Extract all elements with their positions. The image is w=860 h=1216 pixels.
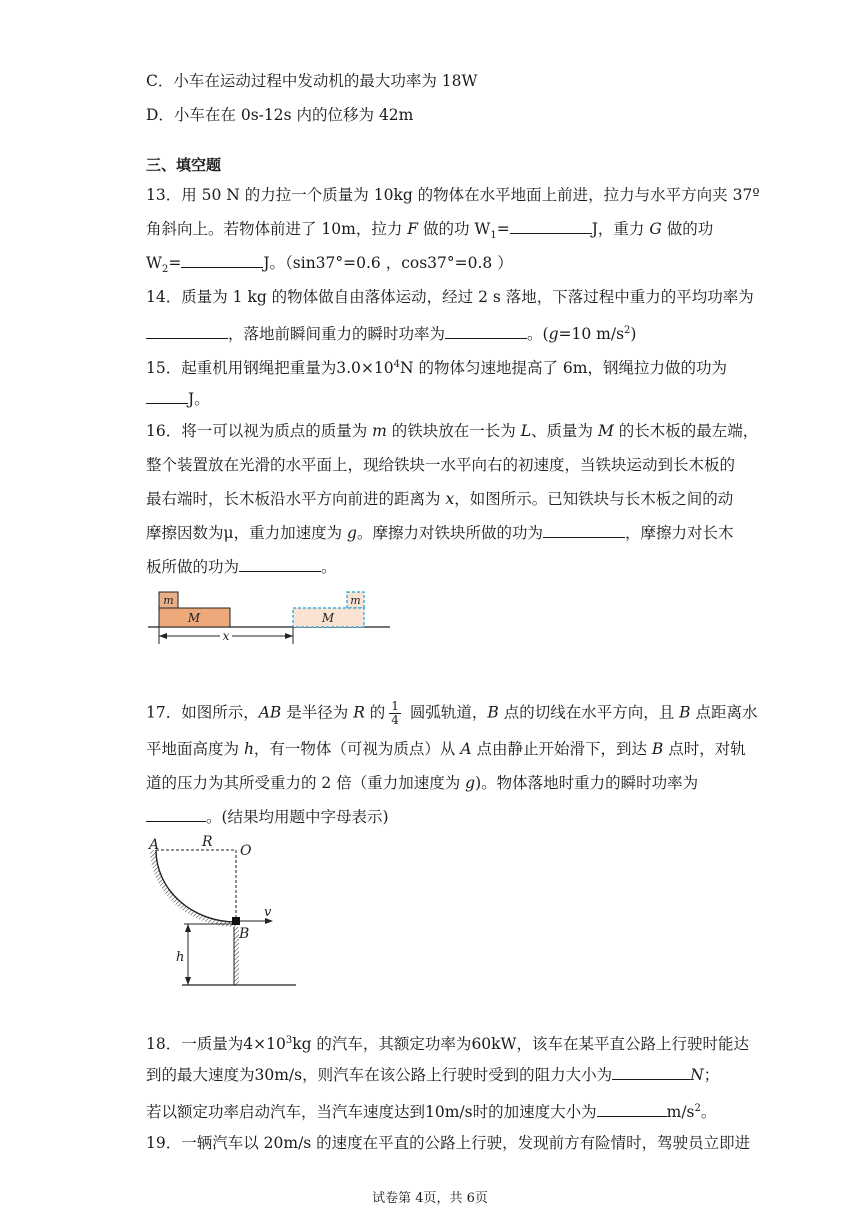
q13-text: = — [496, 220, 510, 238]
q15-text: 15．起重机用钢绳把重量为 — [146, 359, 337, 378]
q15-text: J。 — [188, 390, 210, 408]
q17-text: 圆弧轨道， — [404, 703, 488, 722]
q13-text: = — [168, 254, 182, 272]
q17-text: 点距离水 — [690, 703, 758, 722]
q13-text: J。（sin37°=0.6 ，cos37°=0.8 ） — [263, 254, 513, 272]
q17-text: 。(结果均用题中字母表示) — [206, 808, 389, 826]
q17-line4 — [146, 806, 726, 828]
q19-line1: 19．一辆汽车以 20m/s 的速度在平直的公路上行驶，发现前方有险情时，驾驶员立即进 — [146, 1134, 751, 1152]
q16-var: M — [597, 422, 614, 440]
q14-line2 — [146, 320, 726, 345]
q15-text: 3.0×10 — [336, 359, 394, 378]
q18-unit-n: N — [690, 1066, 704, 1084]
q16-var: L — [520, 422, 532, 440]
quarter-fraction — [389, 700, 401, 727]
q17-text: 平地面高度为 — [146, 740, 244, 758]
q17-blank[interactable] — [146, 806, 206, 822]
q18-text: 18．一质量为 — [146, 1035, 244, 1054]
q13-sub: 1 — [490, 230, 497, 242]
q18-text: 60kW — [471, 1035, 517, 1054]
fraction-numerator: 1 — [391, 699, 399, 713]
label-r: R — [202, 834, 213, 850]
q16-text: 、质量为 — [531, 422, 598, 440]
q13-var-f: F — [407, 220, 419, 238]
arc-track — [156, 850, 236, 922]
q16-text: ，如图所示。已知铁块与长木板之间的动 — [454, 490, 734, 508]
arc-track-figure — [146, 832, 306, 990]
q18-text: 时的加速度大小为 — [472, 1103, 597, 1122]
q16-text: ，摩擦力对长木 — [624, 524, 734, 542]
q16-text: 的铁块放在一长为 — [386, 422, 521, 440]
q18-line2 — [146, 1064, 726, 1086]
q18-line1 — [146, 1030, 749, 1055]
q17-text: )。物体落地时重力的瞬时功率为 — [475, 774, 699, 792]
object-at-b — [232, 917, 240, 925]
q17-var: B — [487, 703, 499, 722]
q16-line5 — [146, 556, 726, 578]
page-footer: 试卷第 4页，共 6页 — [372, 1191, 488, 1206]
q13-text: 做的功 W — [418, 220, 491, 238]
q16-text: 。 — [321, 558, 337, 576]
q18-sup: 2 — [694, 1103, 701, 1114]
q18-text: 10m/s — [425, 1103, 473, 1122]
q13-text: J，重力 — [591, 220, 650, 238]
label-x: x — [222, 629, 230, 643]
q18-text: 30m/s — [254, 1066, 303, 1084]
q17-text: 点的切线在水平方向，且 — [498, 703, 680, 722]
option-d: D．小车在在 0s-12s 内的位移为 42m — [146, 106, 414, 124]
label-m-final: m — [350, 594, 361, 607]
q16-text: 。摩擦力对铁块所做的功为 — [356, 524, 543, 542]
q18-text: 4×10 — [243, 1035, 286, 1054]
label-M-final: M — [321, 611, 335, 625]
height-arrow-bottom — [185, 977, 191, 985]
q18-sup: 3 — [285, 1035, 293, 1046]
q16-text: 板所做的功为 — [146, 558, 240, 576]
q17-text: ，有一物体（可视为质点）从 — [253, 740, 461, 758]
q16-var: m — [372, 422, 387, 440]
q16-text: 16．将一可以视为质点的质量为 — [146, 422, 373, 440]
q17-var: R — [353, 703, 365, 722]
section-title: 三、填空题 — [146, 156, 222, 174]
q17-var: h — [243, 740, 254, 758]
label-o: O — [240, 843, 252, 859]
q18-text: m/s — [666, 1103, 695, 1122]
q13-sub: 2 — [161, 264, 169, 276]
label-m-initial: m — [163, 594, 174, 607]
q13-line3 — [146, 252, 726, 281]
q15-blank[interactable] — [146, 388, 188, 404]
q17-text: 点时，对轨 — [663, 740, 746, 758]
q13-line2 — [146, 218, 726, 247]
q18-text: ，该车在某平直公路上行驶时能达 — [516, 1035, 749, 1054]
q13-blank-1[interactable] — [510, 218, 592, 234]
fraction-denominator: 4 — [391, 713, 399, 727]
q17-var: AB — [258, 703, 282, 722]
q18-text: ； — [703, 1066, 720, 1084]
q17-text: 17．如图所示， — [146, 703, 259, 722]
q17-line3 — [146, 772, 726, 794]
q18-text: ，则汽车在该公路上行驶时受到的阻力大小为 — [302, 1066, 613, 1084]
q14-text: =10 m/s — [558, 325, 625, 344]
q18-blank-1[interactable] — [612, 1064, 690, 1080]
q16-line1 — [146, 420, 759, 442]
q15-text: N 的物体匀速地提高了 6m，钢绳拉力做的功为 — [399, 359, 727, 378]
q16-var: x — [445, 490, 455, 508]
q16-text: 最右端时，长木板沿水平方向前进的距离为 — [146, 490, 446, 508]
q14-text: 。( — [527, 325, 549, 344]
q14-text: ) — [630, 325, 637, 344]
x-arrow-right — [285, 633, 293, 639]
q16-var: g — [347, 524, 357, 542]
q16-text: 摩擦因数为μ，重力加速度为 — [146, 524, 348, 542]
option-c: C．小车在运动过程中发动机的最大功率为 18W — [146, 72, 478, 90]
q14-var-g: g — [548, 325, 559, 344]
q14-blank-1[interactable] — [146, 323, 228, 339]
q16-text: 的长木板的最左端， — [613, 422, 759, 440]
q18-text: 。 — [700, 1103, 717, 1122]
q15-line2 — [146, 388, 726, 410]
q17-text: 是半径为 — [281, 703, 354, 722]
q13-line1: 13．用 50 N 的力拉一个质量为 10kg 的物体在水平地面上前进，拉力与水平方向夹 37º — [146, 186, 760, 204]
q14-text: ，落地前瞬间重力的瞬时功率为 — [228, 325, 446, 344]
q16-blank-1[interactable] — [543, 522, 625, 538]
q17-var: g — [465, 774, 476, 792]
track-hatching — [150, 850, 236, 927]
q17-line1 — [146, 699, 758, 727]
q16-blank-2[interactable] — [239, 556, 321, 572]
q14-sup: 2 — [624, 325, 631, 336]
q17-line2 — [146, 738, 746, 760]
q17-text: 道的压力为其所受重力的 2 倍（重力加速度为 — [146, 774, 466, 792]
q17-var: A — [460, 740, 472, 758]
block-board-figure — [146, 588, 396, 648]
q17-text: 点由静止开始滑下，到达 — [471, 740, 652, 758]
q13-text: W — [146, 254, 162, 272]
q16-line2: 整个装置放在光滑的水平面上，现给铁块一水平向右的初速度，当铁块运动到长木板的 — [146, 456, 736, 474]
height-arrow-top — [185, 924, 191, 932]
q14-blank-2[interactable] — [445, 323, 527, 339]
q14-line1: 14．质量为 1 kg 的物体做自由落体运动，经过 2 s 落地，下落过程中重力的平均功率为 — [146, 288, 754, 306]
label-v: v — [264, 905, 272, 920]
q18-text: 若以额定功率启动汽车，当汽车速度达到 — [146, 1103, 426, 1122]
label-h: h — [176, 950, 185, 965]
q13-blank-2[interactable] — [181, 252, 263, 268]
label-b: B — [239, 926, 250, 942]
q18-blank-2[interactable] — [597, 1101, 667, 1117]
q13-text: 做的功 — [661, 220, 714, 238]
q17-var: B — [651, 740, 664, 758]
q18-text: kg 的汽车，其额定功率为 — [292, 1035, 472, 1054]
q17-text: 的 — [364, 703, 386, 722]
q18-line3 — [146, 1098, 726, 1123]
q13-text: 角斜向上。若物体前进了 10m，拉力 — [146, 220, 408, 238]
x-arrow-left — [159, 633, 167, 639]
label-a: A — [149, 837, 160, 853]
label-M-initial: M — [187, 611, 201, 625]
q16-line3 — [146, 488, 734, 510]
q16-line4 — [146, 522, 734, 544]
q17-var: B — [679, 703, 691, 722]
q13-var-g: G — [649, 220, 662, 238]
q15-sup: 4 — [393, 359, 400, 370]
q18-text: 到的最大速度为 — [146, 1066, 255, 1084]
q15-line1 — [146, 354, 726, 379]
